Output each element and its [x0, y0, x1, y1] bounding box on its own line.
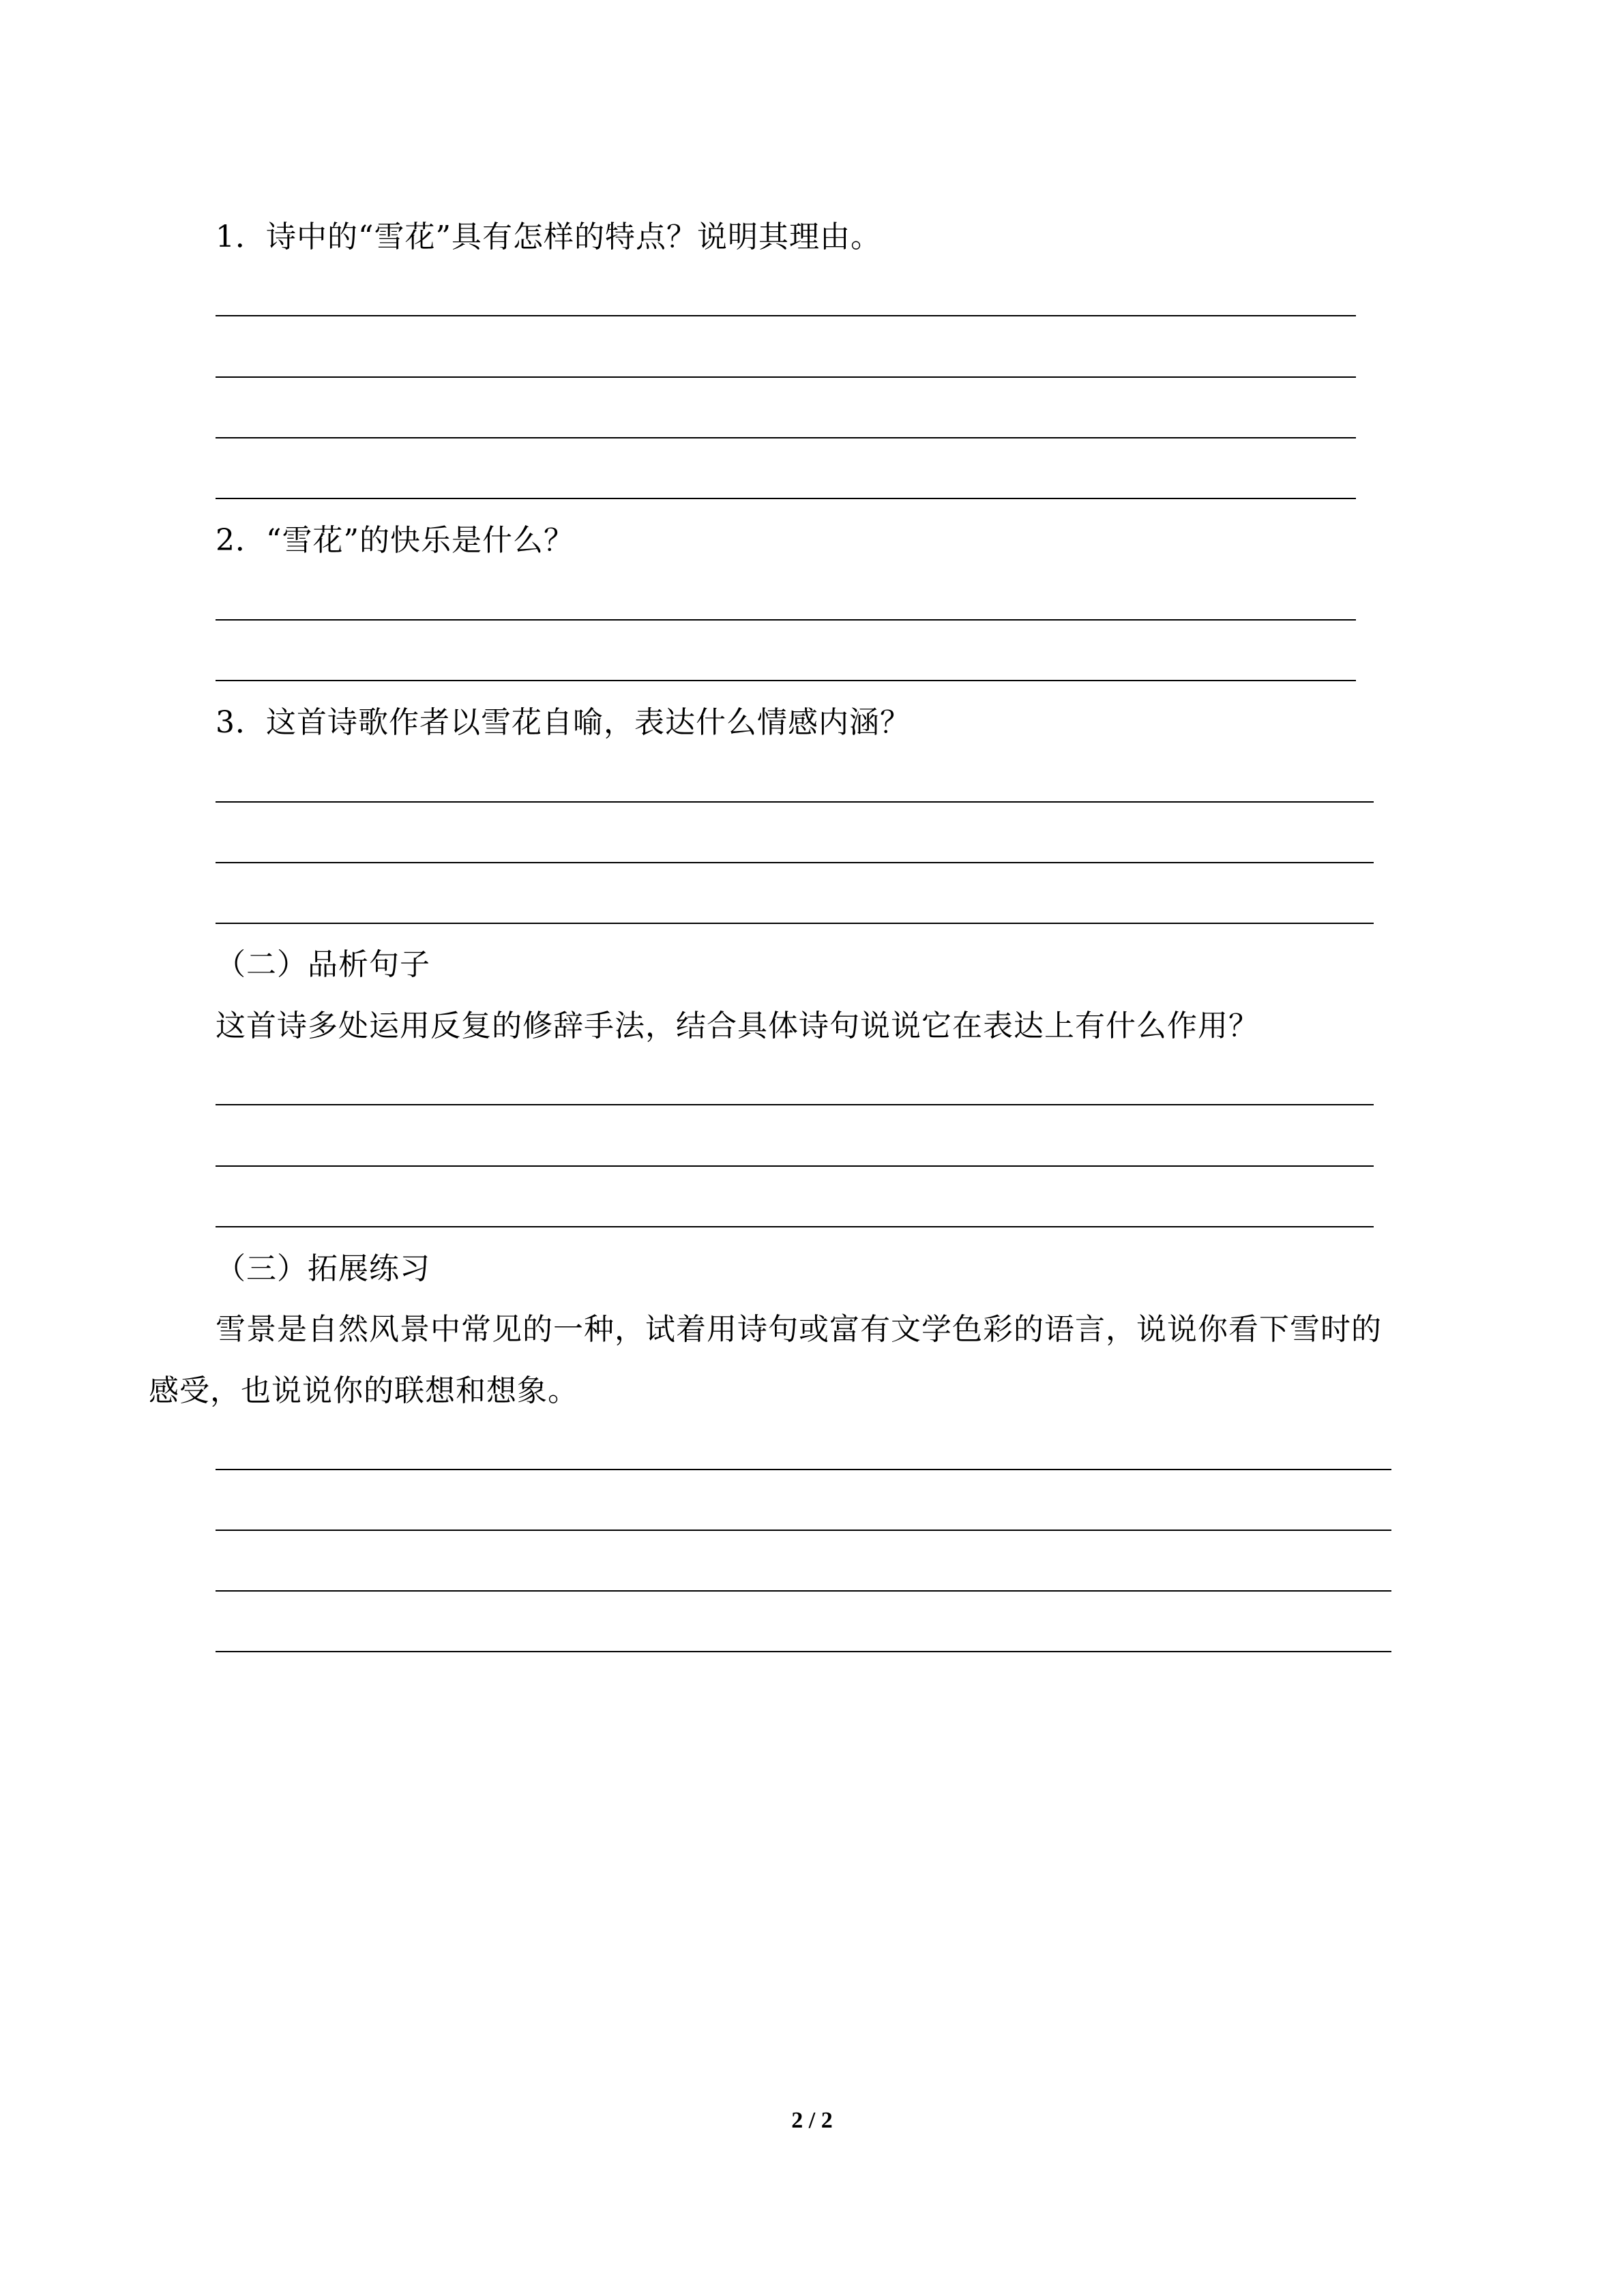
question-1: 1．诗中的“雪花”具有怎样的特点？说明其理由。	[216, 220, 881, 254]
answer-line-s3-4	[216, 1651, 1391, 1652]
answer-line-s3-3	[216, 1590, 1391, 1592]
answer-line-q1-4	[216, 498, 1356, 499]
section-3-heading: （三）拓展练习	[216, 1251, 430, 1286]
answer-line-q3-2	[216, 862, 1374, 863]
answer-line-s3-1	[216, 1469, 1391, 1470]
answer-line-q1-2	[216, 376, 1356, 378]
section-2-heading: （二）品析句子	[216, 947, 430, 982]
section-2-prompt: 这首诗多处运用反复的修辞手法，结合具体诗句说说它在表达上有什么作用？	[216, 1009, 1259, 1043]
answer-line-q3-1	[216, 801, 1374, 803]
answer-line-q3-3	[216, 923, 1374, 924]
answer-line-q2-1	[216, 619, 1356, 621]
answer-line-q1-1	[216, 315, 1356, 316]
answer-line-s2-2	[216, 1165, 1374, 1167]
answer-line-s2-3	[216, 1226, 1374, 1227]
answer-line-q1-3	[216, 437, 1356, 438]
section-3-prompt-line-2: 感受，也说说你的联想和想象。	[149, 1373, 578, 1408]
question-2: 2．“雪花”的快乐是什么？	[216, 523, 574, 558]
answer-line-s3-2	[216, 1530, 1391, 1531]
page-number: 2 / 2	[791, 2108, 833, 2133]
section-3-prompt-line-1: 雪景是自然风景中常见的一种，试着用诗句或富有文学色彩的语言，说说你看下雪时的	[216, 1312, 1382, 1347]
answer-line-s2-1	[216, 1104, 1374, 1105]
answer-line-q2-2	[216, 680, 1356, 681]
question-3: 3．这首诗歌作者以雪花自喻，表达什么情感内涵？	[216, 705, 911, 740]
